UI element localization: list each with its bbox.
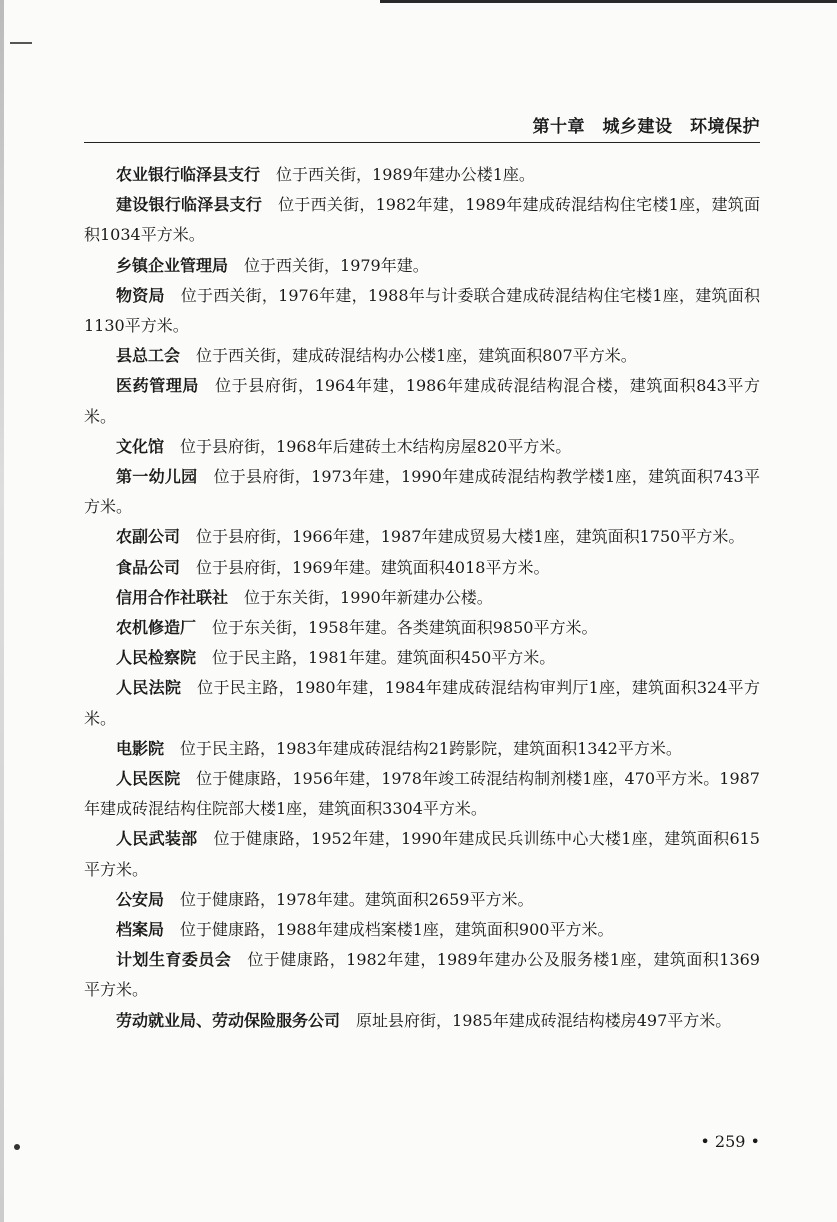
entry-paragraph [84, 673, 760, 733]
entry-text: 位于东关街，1958年建。各类建筑面积9850平方米。 [212, 618, 598, 638]
entry-name: 乡镇企业管理局 [116, 255, 229, 275]
entry-name: 县总工会 [116, 346, 181, 366]
entry-name: 劳动就业局、劳动保险服务公司 [116, 1010, 341, 1030]
entry-paragraph [84, 915, 760, 945]
entry-name: 档案局 [116, 920, 165, 940]
entry-text: 位于西关街，1982年建，1989年建成砖混结构住宅楼1座，建筑面积1034平方米。 [84, 195, 760, 245]
entry-text: 位于东关街，1990年新建办公楼。 [244, 587, 493, 607]
entry-text: 位于西关街，1989年建办公楼1座。 [276, 165, 535, 184]
entry-paragraph [84, 613, 760, 643]
scan-dot [14, 1144, 20, 1150]
entry-name: 计划生育委员会 [116, 950, 232, 970]
entry-text: 位于健康路，1978年建。建筑面积2659平方米。 [180, 889, 534, 909]
entry-name: 电影院 [116, 738, 165, 758]
entry-text: 位于县府街，1968年后建砖土木结构房屋820平方米。 [180, 436, 572, 456]
page-body [84, 160, 760, 1036]
entry-text: 位于民主路，1981年建。建筑面积450平方米。 [212, 648, 556, 668]
entry-text: 位于健康路，1982年建，1989年建办公及服务楼1座，建筑面积1369平方米。 [84, 950, 760, 1000]
entry-text: 位于西关街，建成砖混结构办公楼1座，建筑面积807平方米。 [196, 346, 637, 366]
entry-name: 建设银行临泽县支行 [116, 195, 263, 215]
entry-paragraph [84, 190, 760, 250]
entry-paragraph [84, 371, 760, 431]
entry-name: 信用合作社联社 [116, 587, 229, 607]
entry-text: 位于县府街，1973年建，1990年建成砖混结构教学楼1座，建筑面积743平方米。 [84, 467, 760, 517]
entry-paragraph [84, 432, 760, 462]
entry-name: 医药管理局 [116, 376, 200, 396]
entry-paragraph [84, 583, 760, 613]
entry-paragraph [84, 160, 760, 190]
entry-paragraph [84, 824, 760, 884]
entry-text: 位于民主路，1983年建成砖混结构21跨影院，建筑面积1342平方米。 [180, 738, 682, 758]
scan-edge-left [0, 0, 4, 1222]
entry-text: 位于县府街，1964年建，1986年建成砖混结构混合楼，建筑面积843平方米。 [84, 376, 760, 426]
entry-paragraph [84, 553, 760, 583]
entry-paragraph [84, 1006, 760, 1036]
entry-text: 位于西关街，1979年建。 [244, 255, 429, 275]
running-header [84, 116, 760, 143]
entry-paragraph [84, 945, 760, 1005]
entry-paragraph [84, 643, 760, 673]
entry-name: 人民检察院 [116, 648, 197, 668]
scan-edge-top [380, 0, 837, 3]
entry-paragraph [84, 462, 760, 522]
scan-mark [10, 42, 32, 44]
entry-paragraph [84, 764, 760, 824]
chapter-title: 第十章 城乡建设 环境保护 [532, 117, 760, 137]
entry-name: 人民医院 [116, 769, 181, 789]
entry-paragraph [84, 341, 760, 371]
entry-text: 位于县府街，1969年建。建筑面积4018平方米。 [196, 557, 550, 577]
entry-text: 位于健康路，1988年建成档案楼1座，建筑面积900平方米。 [180, 920, 614, 940]
entry-paragraph [84, 522, 760, 552]
entry-name: 人民武装部 [116, 829, 198, 849]
entry-name: 第一幼儿园 [116, 467, 198, 487]
entry-name: 农业银行临泽县支行 [116, 165, 261, 184]
entry-paragraph [84, 251, 760, 281]
entry-name: 食品公司 [116, 557, 181, 577]
entry-text: 位于县府街，1966年建，1987年建成贸易大楼1座，建筑面积1750平方米。 [196, 527, 745, 547]
entry-text: 位于健康路，1952年建，1990年建成民兵训练中心大楼1座，建筑面积615平方米。 [84, 829, 760, 879]
entry-name: 公安局 [116, 889, 165, 909]
entry-text: 位于民主路，1980年建，1984年建成砖混结构审判厅1座，建筑面积324平方米。 [84, 678, 760, 728]
entry-name: 农机修造厂 [116, 618, 197, 638]
entry-name: 物资局 [116, 285, 165, 305]
entry-name: 文化馆 [116, 436, 165, 456]
entry-paragraph [84, 885, 760, 915]
page-number: • 259 • [700, 1132, 760, 1151]
entry-paragraph [84, 281, 760, 341]
entry-name: 农副公司 [116, 527, 181, 547]
entry-text: 原址县府街，1985年建成砖混结构楼房497平方米。 [356, 1010, 732, 1030]
entry-text: 位于西关街，1976年建，1988年与计委联合建成砖混结构住宅楼1座，建筑面积1130平方米。 [84, 285, 760, 336]
entry-name: 人民法院 [116, 678, 182, 698]
entry-paragraph [84, 734, 760, 764]
entry-text: 位于健康路，1956年建，1978年竣工砖混结构制剂楼1座，470平方米。1987年建成砖混结构住院部大楼1座，建筑面积3304平方米。 [84, 769, 760, 819]
